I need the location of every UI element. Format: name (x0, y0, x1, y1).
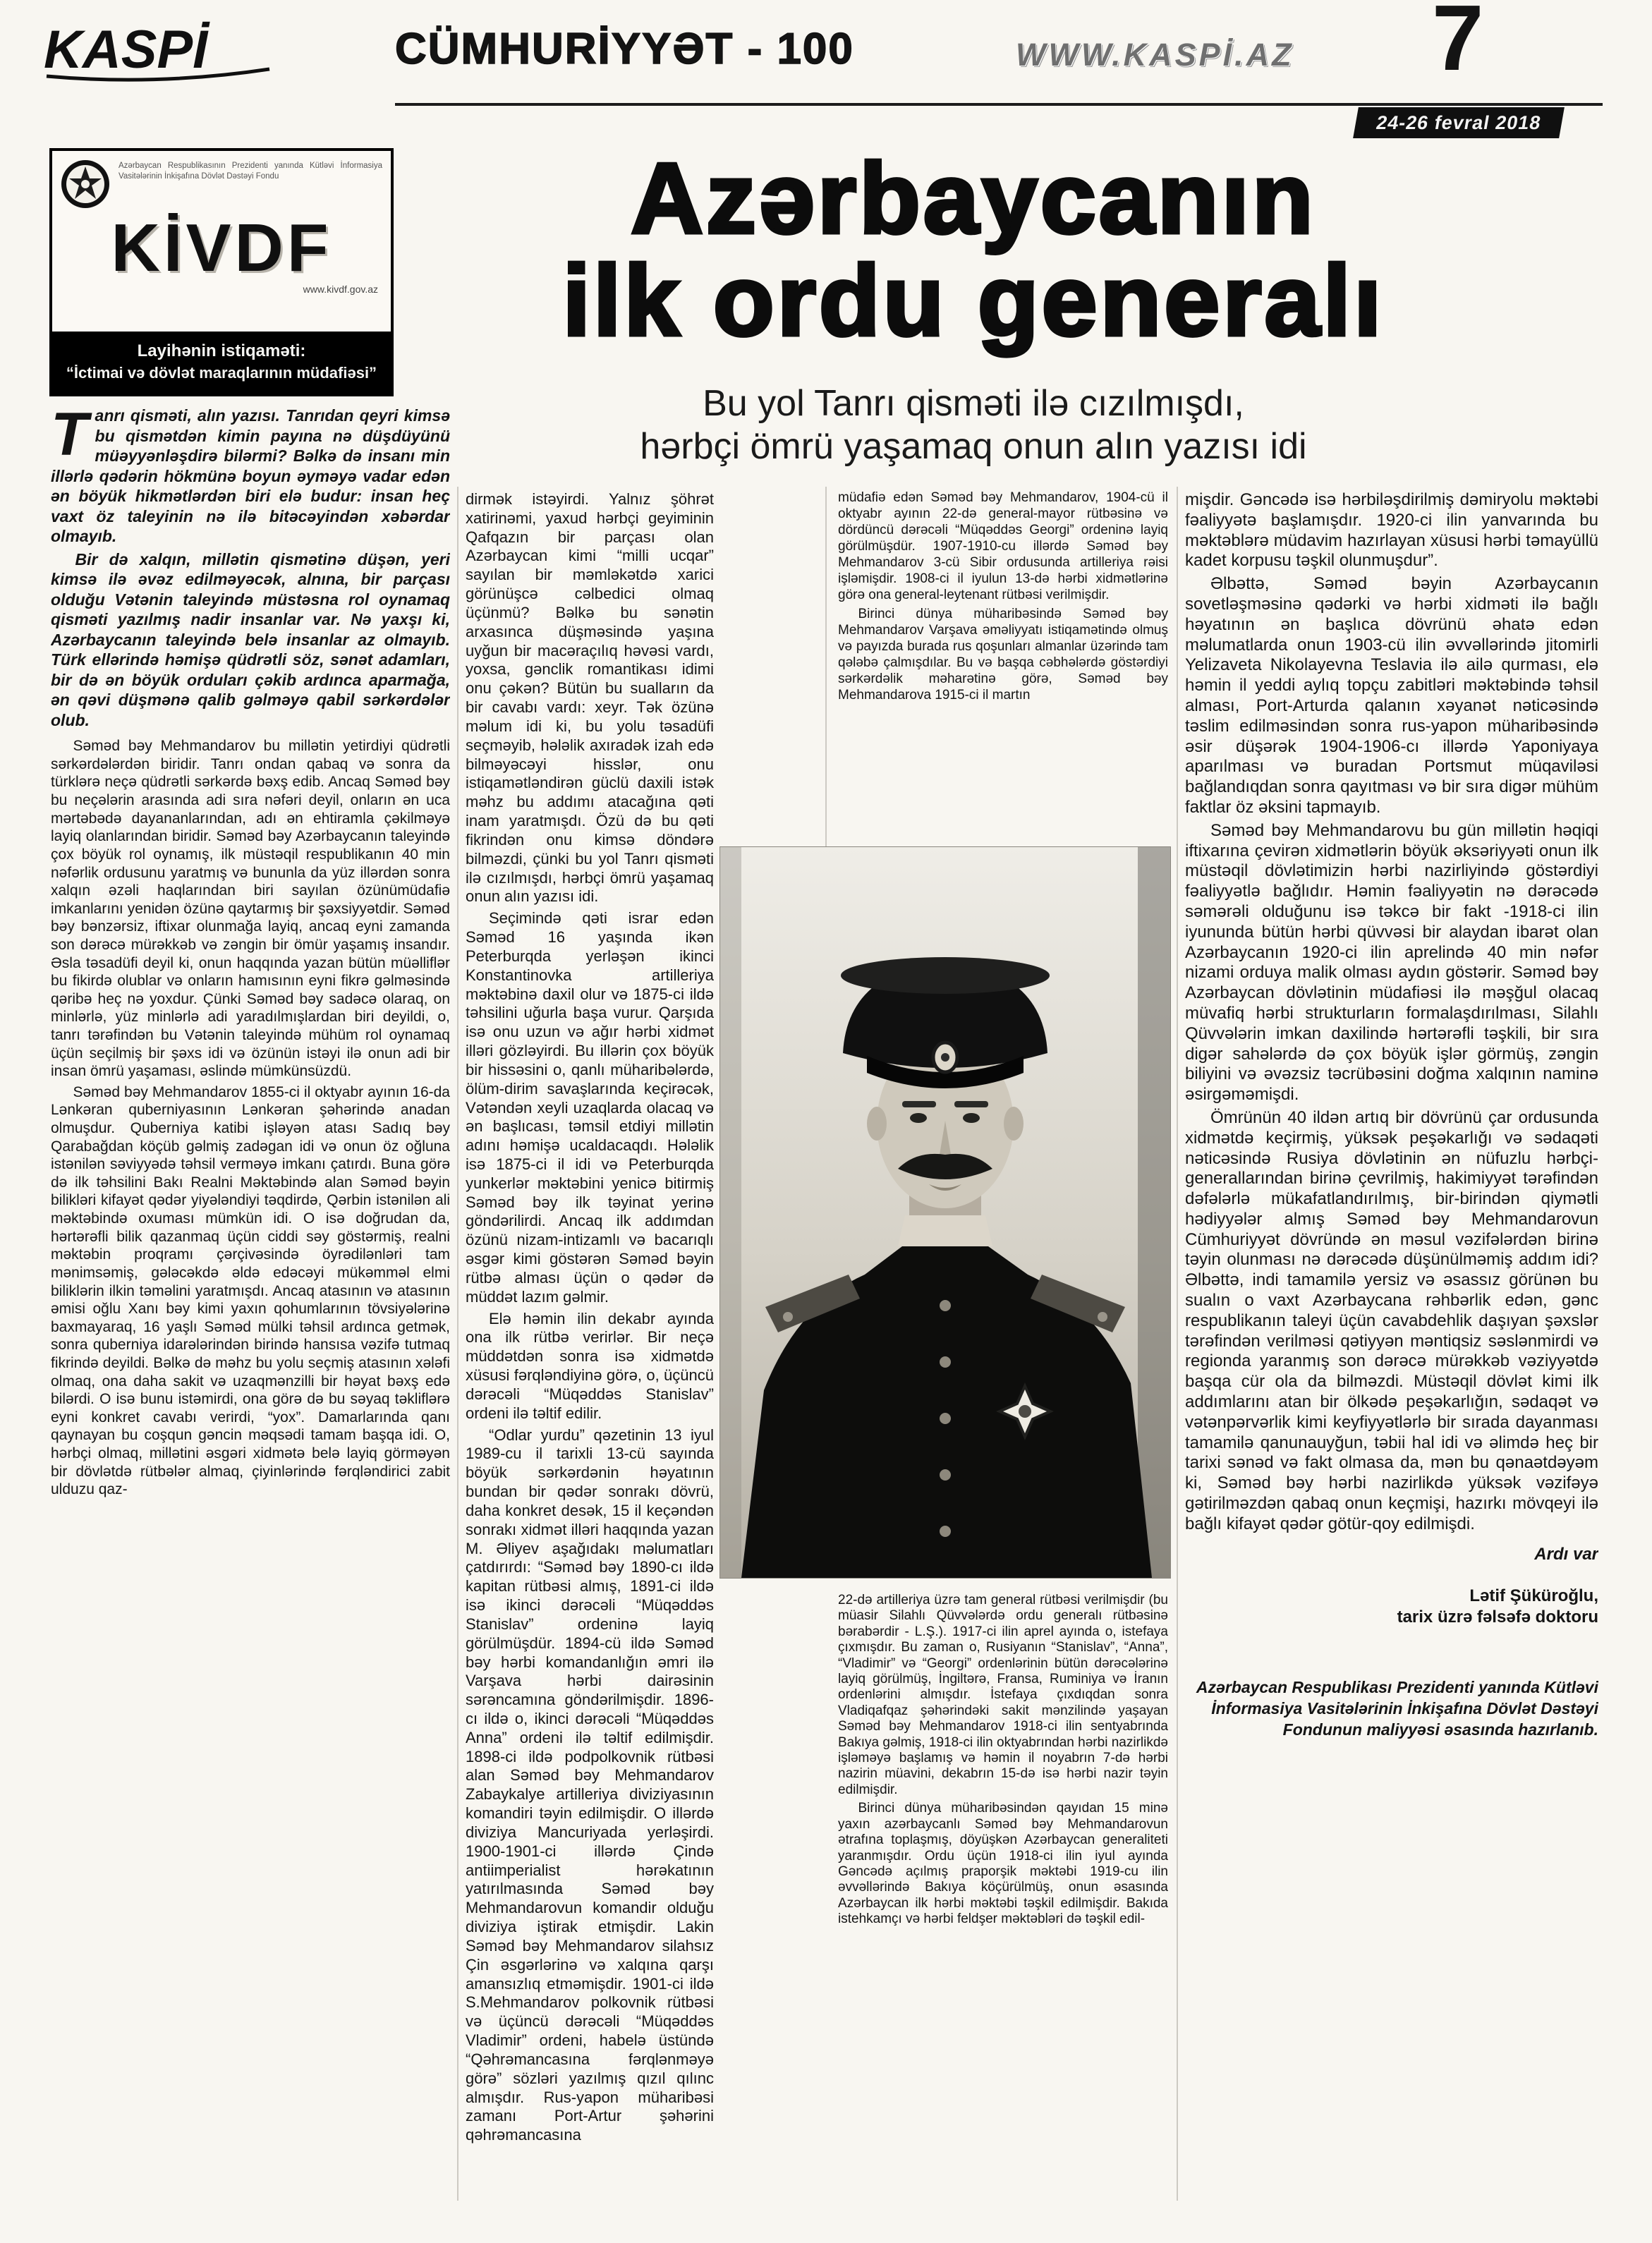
kivdf-ad-box (49, 148, 394, 396)
subtitle-line2: hərbçi ömrü yaşamaq onun alın yazısı idi (640, 426, 1307, 468)
kivdf-website: www.kivdf.gov.az (303, 284, 378, 295)
portrait-graphic (720, 847, 1170, 1578)
kivdf-direction-text: “İctimai və dövlət maraqlarının müdafiəsi” (66, 364, 377, 382)
kivdf-header (52, 151, 391, 212)
article-subtitle (437, 382, 1510, 469)
body-paragraph: Səməd bəy Mehmandarovu bu gün millətin həqiqi iftixarına çevirən xidmətlərin böyük əksəriyyəti onun ilk müstəqil dövlətimizin hərbi nazirliyində göstərdiyi fəaliyyətlə bağlıdır. Həmin fəaliyyətin nə dərəcədə səmərəli olduğunu isə təkcə bir fakt -1918-ci ilin iyununda bütün hərbi qüvvəsi bir alaydan ibarət olan Azərbaycanın 1920-ci ilin aprelində 40 min nəfər nizami orduya malik olması aydın göstərir. Səməd bəy Azərbaycan dövlətinin müdafiəsi ilə məşğul olacaq müvafiq hərbi strukturların formalaşdırılması, Silahlı Qüvvələrin imkan daxilində hərtərəfli təşkili, bir sıra digər sahələrdə də çox böyük işlər görmüş, zəngin biliyini və əvəzsiz təcrübəsini doğma xalqının naminə əsirgəməmişdi. (1185, 820, 1598, 1105)
body-paragraph: Səməd bəy Mehmandarov bu millətin yetirdiyi qüdrətli sərkərdələrdən biridir. Tanrı ondan qabaq və sonra da türklərə neçə qüdrətli sərkərdə bəxş edib. Ancaq Səməd bəy bu neçələrin arasında adi sıra nəfəri deyil, onların ən uca mərtəbədə dayananlarından, adı ən ehtiramla çəkilməyə layiq olanlarından biridir. Səməd bəy Azərbaycanın taleyində çox böyük rol oynamış, ilk müstəqil respublikanın 40 min nəfərlik ordusunu yaratmış və bununla da yüz illərdən sonra xalqın əzəli haqlarından biri sayılan özünümüdafiə imkanlarını yenidən özünə qaytarmış bir şəxsiyyətdir. Səməd bəy bənzərsiz, iftixar olunmağa layiq, ancaq eyni zamanda son dərəcə mürəkkəb və zəngin bir ömür yaşamış insandır. Əsla təsadüfi deyil ki, onun haqqında yazan bütün müəlliflər bu fikirdə olublar və onların hamısının eyni fikrə gəlməsində qəribə heç nə yoxdur. Çünki Səməd bəy sadəcə olaraq, on minlərlə, yüz minlərlə adi yaradılmışlardan biri deyildi, o, tanrı tərəfindən bu Vətənin taleyində mühüm rol oynamaq üçün seçilmiş bir şəxs idi və özünün istəyi ilə onun adi bir insan ömrü yaşaması, əslində mümkünsüzdü. (51, 738, 450, 1080)
issue-date: 24-26 fevral 2018 (1374, 111, 1543, 133)
issue-date-badge (1353, 107, 1565, 138)
masthead-section-title: CÜMHURİYYƏT - 100 (395, 25, 854, 73)
body-paragraph: müdafiə edən Səməd bəy Mehmandarov, 1904-cü il oktyabr ayının 22-də general-mayor rütbəsinə və dördüncü dərəcəli “Müqəddəs Georgi” ordeninə layiq görülmüşdür. 1907-1910-cu illərdə Səməd bəy Mehmandarov 3-cü Sibir ordusunda artilleriya rəisi işləmişdir. 1908-ci il iyulun 13-də hərbi xidmətlərinə görə ona general-leytenant rütbəsi verilmişdir. (838, 490, 1168, 602)
body-paragraph: mişdir. Gəncədə isə hərbiləşdirilmiş dəmiryolu məktəbi fəaliyyətə başlamışdır. 1920-ci ilin yanvarında bu məktəblərə müdavim hazırlayan xüsusi hərbi təmayüllü kadet korpusu təşkil olunmuşdur”. (1185, 490, 1598, 571)
subtitle-line1: Bu yol Tanrı qisməti ilə cızılmışdı, (703, 383, 1244, 424)
masthead-website: WWW.KASPİ.AZ (1016, 37, 1294, 73)
headline-line2: ilk ordu generalı (562, 244, 1385, 357)
body-paragraph: “Odlar yurdu” qəzetinin 13 iyul 1989-cu il tarixli 13-cü sayında böyük sərkərdənin həyatının bundan bir qədər sonrakı dövrü, daha konkret desək, 15 il keçəndən sonrakı xidmət illəri haqqında yazan M. Əliyev aşağıdakı məlumatları çatdırırdı: “Səməd bəy 1890-cı ildə kapitan rütbəsi almış, 1891-ci ildə isə ikinci dərəcəli “Müqəddəs Stanislav” ordeninə layiq görülmüşdür. 1894-cü ildə Səməd bəy hərbi komandanlığın əmri ilə Varşava hərbi dairəsinin sərəncamına göndərilmişdir. 1896-cı ildə o, ikinci dərəcəli “Müqəddəs Anna” ordeni ilə təltif edilmişdir. 1898-ci ildə podpolkovnik rütbəsi alan Səməd bəy Mehmandarov Zabaykalye artilleriya diviziyasının komandiri təyin edilmişdir. O illərdə diviziya Mancuriyada yerləşirdi. 1900-1901-ci illərdə Çində antiimperialist hərəkatının yatırılmasında Səməd bəy Mehmandarovun komandir olduğu diviziya iştirak etmişdir. Lakin Səməd bəy Mehmandarov silahsız Çin əsgərlərinə və xalqına qarşı amansızlıq etməmişdir. 1901-ci ildə S.Mehmandarov polkovnik rütbəsi və üçüncü dərəcəli “Müqəddəs Vladimir” ordeni, habelə üstündə “Qəhrəmancasına fərqlənməyə görə” sözləri yazılmış qızıl qılınc almışdır. Rus-yapon müharibəsi zamanı Port-Artur şəhərini qəhrəmancasına (466, 1426, 714, 2144)
column-4 (1185, 490, 1598, 1741)
column-1-body (51, 737, 450, 1499)
drop-cap: T (51, 406, 88, 468)
body-paragraph: Seçimində qəti israr edən Səməd 16 yaşında ikən Peterburqda yerləşən ikinci Konstantinovka artilleriya məktəbinə daxil olur və 1875-ci ildə təhsilini uğurla başa vurur. Qarşıda isə onu uzun və ağır hərbi xidmət illəri gözləyirdi. Bu illərin çox böyük bir hissəsini o, qanlı müharibələrdə, ölüm-dirim savaşlarında keçirəcək, Vətəndən xeyli uzaqlarda olacaq və ən başlıcası, təmsil etdiyi millətin adını həmişə ucaldacaqdı. Hələlik isə 1875-ci il idi və Peterburqda yunkerlər məktəbini yenicə bitirmiş Səməd bəy ilk təyinat yerinə göndərilirdi. Ancaq ilk addımdan özünü nizam-intizamlı və bacarıqlı əsgər kimi göstərən Səməd bəyin rütbə alması üçün o qədər də müddət lazım gəlmir. (466, 909, 714, 1306)
body-paragraph: 22-də artilleriya üzrə tam general rütbəsi verilmişdir (bu müasir Silahlı Qüvvələrdə ordu generalı rütbəsinə bərabərdir - L.Ş.). 1917-ci ilin aprel ayında o, istefaya çıxmışdır. Bu zaman o, Rusiyanın “Stanislav”, “Anna”, “Vladimir” və “Georgi” ordenlərinin bütün dərəcələrinə layiq görülmüş, İngiltərə, Fransa, Ruminiya və İranın ordenlərini almışdır. İstefaya çıxdıqdan sonra Vladiqafqaz şəhərindəki sakit mənzilində yaşayan Səməd bəy Mehmandarov 1918-ci ilin sentyabrında Bakıya gəlmiş, 1918-ci ilin oktyabrından hərbi nazirlikdə işləməyə başlamış və həmin il noyabrın 7-də hərbi nazirin müavini, dekabrın 15-də isə hərbi nazir təyin edilmişdir. (838, 1593, 1168, 1797)
body-paragraph: Elə həmin ilin dekabr ayında ona ilk rütbə verirlər. Bir neçə müddətdən sonra isə xidmətdə xüsusi fərqləndiyinə görə, o, üçüncü dərəcəli “Müqəddəs Stanislav” ordeni ilə təltif edilir. (466, 1309, 714, 1422)
column-3-bottom (838, 1593, 1168, 1931)
lead-section (51, 406, 450, 730)
kivdf-direction-label: Layihənin istiqaməti: (137, 341, 306, 360)
body-paragraph: Səməd bəy Mehmandarov 1855-ci il oktyabr ayının 16-da Lənkəran quberniyasının Lənkəran şəhərində anadan olmuşdur. Quberniya katibi işləyən atası Sadıq bəy Qarabağdan köçüb gəlmiş zadəgan idi və onun öz oğluna istənilən səviyyədə təhsil verməyə imkanı çatırdı. Buna görə də ilk təhsilini Bakı Realni Məktəbində alan Səməd bəyin bilikləri kifayət qədər yiyələndiyi təqdirdə, Qərbin istənilən ali məktəbində oxuması mümkün idi. O isə doğrudan da, hərtərəfli bilik qazanmaq üçün ciddi səy göstərmiş, realni məktəbin proqramı çərçivəsində öyrədilənləri tam mənimsəmiş, gələcəkdə əldə edəcəyi mükəmməl elmi biliklərin ilkin təməlini yaratmışdı. Ancaq atasının və atasının əmisi oğlu Xanı bəy kimi yaxın qohumlarının tövsiyələrinə baxmayaraq, 16 yaşlı Səməd mülki təhsil ardınca getmək, sonra quberniya idarələrindən birində hansısa vəzifə tutmaq fikrində deyildi. Bəlkə də məhz bu yolu seçmiş atasının xələfi olmaq, ona daha sakit və uzaqmənzilli bir həyat bəxş edə bilərdi. O isə bunu istəmirdi, ona görə də bu səyaq təkliflərə eyni konkret cavabı verirdi, “yox”. Damarlarında qanı qaynayan bu coşqun gəncin məqsədi tamam başqa idi. O, hərbçi olmaq, millətini əsgəri xidmətə belə layiq görməyən bir dövlətdə rütbələr almaq, çiyinlərində fərqləndirici zabit ulduzu qaz- (51, 1083, 450, 1498)
body-paragraph: Birinci dünya müharibəsində Səməd bəy Mehmandarov Varşava əməliyyatı istiqamətində olmuş və payızda burada rus qoşunları almanlar üzərində tam qələbə çalmışdılar. Bu və başqa cəbhələrdə göstərdiyi sərkərdəlik məharətinə görə, Səməd bəy Mehmandarova 1915-ci il martın (838, 606, 1168, 703)
body-paragraph: Ömrünün 40 ildən artıq bir dövrünü çar ordusunda xidmətdə keçirmiş, yüksək peşəkarlığı və sədaqəti nəticəsində Rusiya dövlətinin ən nüfuzlu hərbçi-generallarından birinə çevrilmiş, hakimiyyət tərəfindən dəfələrlə mükafatlandırılmış, bir-birindən qiymətli hədiyyələr almış Səməd bəy Mehmandarovun Cümhuriyyət dövründə ən məsul vəzifələrdən birinə təyin olunması nə dərəcədə düşünülməmiş addım idi? Əlbəttə, indi tamamilə yersiz və əsassız görünən bu sualın o vaxt Azərbaycana rəhbərlik edən, gənc respublikanın taleyi üçün cavabdehlik daşıyan şəxslər tərəfindən verilməsi qətiyyən məntiqsiz səslənmirdi və regionda yaranmış son dərəcə mürəkkəb vəziyyətdə başqa cür ola da bilməzdi. Müstəqil dövlət kimi ilk addımlarını atan bir ölkədə peşəkarlığın, sədaqət və vətənpərvərlik kimi keyfiyyətlərlə bir sırada dayanması tamamilə qanunauyğun, təbii hal idi və əlimdə heç bir tarixi sənəd və fakt olmasa da, mən bu qənaətdəyəm ki, Səməd bəy hərbi nazirlikdə yüksək vəzifəyə gətirilməzdən qabaq onun keçmişi, hazırkı mövqeyi ilə bağlı kifayət qədər götür-qoy edilmişdi. (1185, 1107, 1598, 1533)
lead-paragraph: Tanrı qisməti, alın yazısı. Tanrıdan qeyri kimsə bu qismətdən kimin payına nə düşdüyünü müəyyənləşdirə bilərmi? Bəlkə də insanı min illərlə qədərin hökmünə boyun əyməyə vadar edən ən böyük hikmətlərdən biri elə budur: insan heç vaxt öz taleyinin nə ilə bitəcəyindən xəbərdar olmayıb. (51, 406, 450, 546)
column-2 (466, 490, 714, 2148)
kivdf-emblem-icon (59, 158, 111, 210)
column-rule (1177, 487, 1178, 2201)
kaspi-logo-graphic (41, 13, 274, 86)
article-headline (416, 142, 1531, 357)
kaspi-logo (41, 13, 274, 86)
body-paragraph: Əlbəttə, Səməd bəyin Azərbaycanın sovetləşməsinə qədərki və hərbi xidməti ilə bağlı həyatının ən başlıca dövrünü əhatə edən məlumatlarda onun 1903-cü ilin əvvəllərində jitomirli Yelizaveta Nikolayevna Teslavia ilə ailə qurması, elə həmin il yeddi aylıq topçu zabitləri məktəbində təhsil alması, Port-Arturda qalanın xəyanət nəticəsində təslim edilməsindən sonra rus-yapon müharibəsində əsir düşərək 1904-1906-cı illərdə Yaponiyaya aparılması və buradan Portsmut müqaviləsi bağlandıqdan sonra qayıtması və bir sıra digər mühüm faktlar öz əksini tapmayıb. (1185, 574, 1598, 817)
general-portrait-photo (719, 846, 1171, 1579)
lead-paragraph: Bir də xalqın, millətin qismətinə düşən, yeri kimsə ilə əvəz edilməyəcək, alnına, bir parçası olduğu Vətənin taleyində müstəsna rol oynamaq qisməti yazılmış nadir insanlar var. Nə yaxşı ki, Azərbaycanın taleyində belə insanlar az olmayıb. Türk ellərində həmişə qüdrətli söz, sənət adamları, bir də ən böyük orduları çəkib ardınca aparmağa, ən qəvi düşmənə qalib gəlməyə qabil sərkərdələr olub. (51, 549, 450, 729)
body-paragraph: dirmək istəyirdi. Yalnız şöhrət xatirinəmi, yaxud hərbçi geyiminin Qafqazın bir parçası olan Azərbaycan kimi “milli ucqar” sayılan bir məmləkətdə xarici görünüşcə cəlbedici olmaq üçünmü? Bəlkə bu sənətin arxasınca düşməsində yaşına uyğun bir macəraçılıq həvəsi vardı, yoxsa, gənclik romantikası idimi onu çəkən? Bütün bu sualların da bir cavabı vardı: xeyr. Tək özünə məlum idi ki, bu yolu təsadüfi seçməyib, hələlik axıradək izah edə bilməyəcəyi hisslər, onu istiqamətləndirən güclü daxili istək məhz bu addımı atacağına qəti inam yaratmışdı. Özü də bu qəti fikrindən onu kimsə döndərə bilməzdi, çünki bu yol Tanrı qisməti ilə cızılmışdı, hərbçi ömrü yaşamaq onun alın yazısı idi. (466, 490, 714, 906)
column-rule (825, 487, 827, 848)
column-1 (51, 406, 450, 1502)
kivdf-logo-text: KİVDF (111, 210, 332, 286)
body-paragraph: Birinci dünya müharibəsindən qayıdan 15 minə yaxın azərbaycanlı Səməd bəy Mehmandarovun ətrafına toplaşmış, döyüşkən Azərbaycan generaliteti yaranmışdır. Ordu üçün 1918-ci ilin iyul ayında Gəncədə açılmış praporşik məktəbi 1919-cu ilin əvvəllərində Bakıya köçürülmüş, onun əsasında Azərbaycan ilk hərbi məktəbi təşkil edilmişdir. Bakıda istehkamçı və hərbi feldşer məktəbləri də təşkil edil- (838, 1801, 1168, 1927)
to-be-continued-note: Ardı var (1534, 1544, 1598, 1564)
author-name: Lətif Şüküroğlu, (1469, 1586, 1598, 1606)
kivdf-direction-strip (52, 332, 391, 394)
masthead-rule (395, 103, 1603, 106)
column-rule (457, 487, 458, 2201)
headline-line1: Azərbaycanın (631, 142, 1316, 255)
author-byline (1185, 1586, 1598, 1628)
kivdf-agency-text: Azərbaycan Respublikasının Prezidenti yanında Kütləvi İnformasiya Vasitələrinin İnkişafına Dövlət Dəstəyi Fondu (119, 162, 382, 181)
page-number: 7 (1432, 0, 1484, 90)
funding-note: Azərbaycan Respublikası Prezidenti yanında Kütləvi İnformasiya Vasitələrinin İnkişafına Dövlət Dəstəyi Fondunun maliyyəsi əsasında hazırlanıb. (1196, 1678, 1598, 1739)
column-3-top (838, 490, 1168, 707)
author-title: tarix üzrə fəlsəfə doktoru (1397, 1607, 1598, 1627)
kaspi-logo-text: KASPİ (44, 20, 208, 80)
